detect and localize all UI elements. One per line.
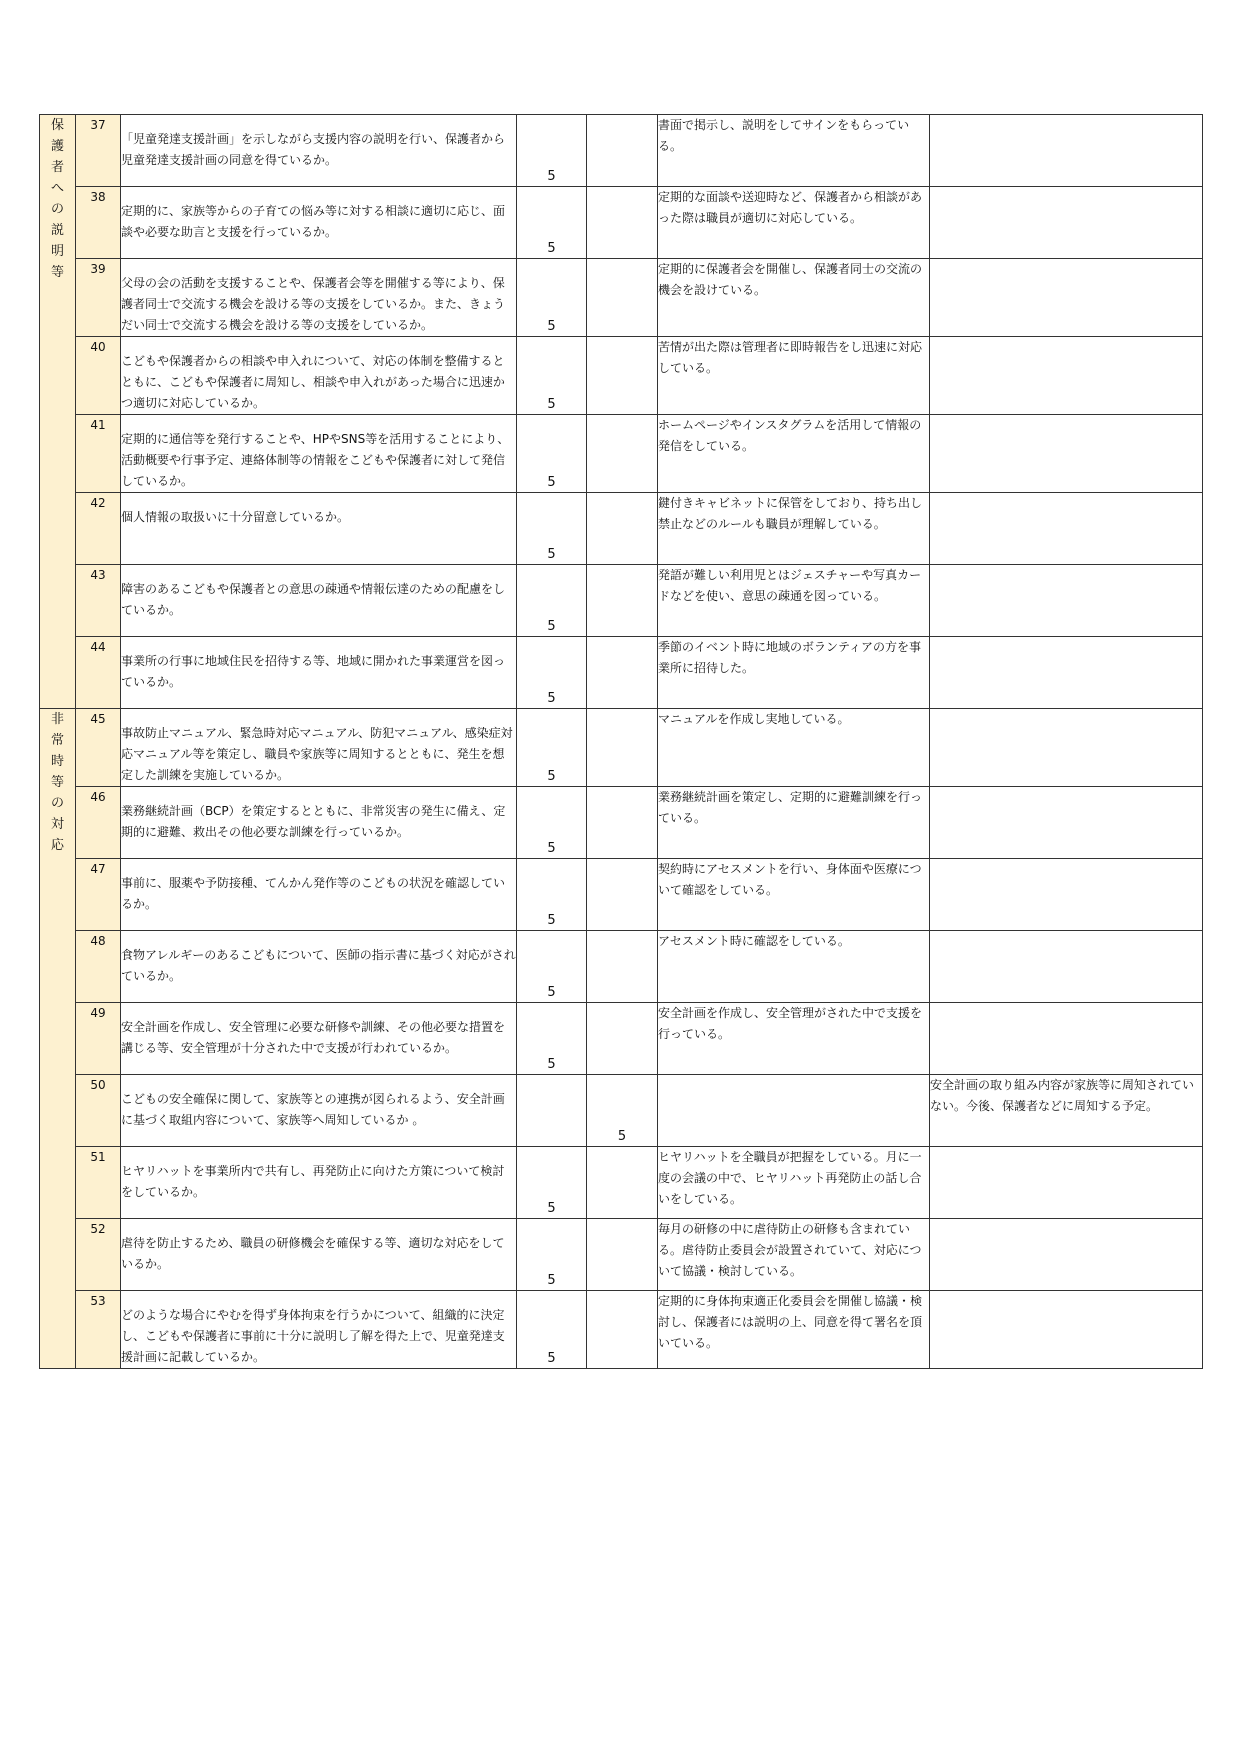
table-row xyxy=(40,1075,1203,1147)
yes-count-cell xyxy=(517,1003,587,1075)
comment-text: 季節のイベント時に地域のボランティアの方を事業所に招待した。 xyxy=(658,640,922,675)
question-text-cell xyxy=(121,259,517,337)
question-text-cell xyxy=(121,1291,517,1369)
question-text: 個人情報の取扱いに十分留意しているか。 xyxy=(121,510,350,524)
issue-text-cell xyxy=(930,1219,1203,1291)
comment-text: 鍵付きキャビネットに保管をしており、持ち出し禁止などのルールも職員が理解している。 xyxy=(658,496,923,531)
yes-count-cell xyxy=(517,859,587,931)
item-number: 37 xyxy=(76,115,121,187)
table-row xyxy=(40,565,1203,637)
no-count-cell xyxy=(587,1075,658,1147)
table-row xyxy=(40,415,1203,493)
issue-text-cell xyxy=(930,787,1203,859)
yes-count: 5 xyxy=(547,841,556,856)
yes-count: 5 xyxy=(547,1273,556,1288)
table-row xyxy=(40,1003,1203,1075)
item-number: 40 xyxy=(76,337,121,415)
yes-count: 5 xyxy=(547,769,556,784)
question-text-cell xyxy=(121,337,517,415)
issue-text-cell xyxy=(930,259,1203,337)
yes-count-cell xyxy=(517,1219,587,1291)
issue-text-cell xyxy=(930,859,1203,931)
item-number: 53 xyxy=(76,1291,121,1369)
yes-count-cell xyxy=(517,637,587,709)
yes-count: 5 xyxy=(547,619,556,634)
question-text: 事故防止マニュアル、緊急時対応マニュアル、防犯マニュアル、感染症対応マニュアル等を策定し、職員や家族等に周知するとともに、発生を想定した訓練を実施しているか。 xyxy=(121,726,513,782)
comment-text: 定期的に身体拘束適正化委員会を開催し協議・検討し、保護者には説明の上、同意を得て署名を頂いている。 xyxy=(658,1294,923,1350)
table-row xyxy=(40,709,1203,787)
yes-count-cell xyxy=(517,787,587,859)
question-text: 食物アレルギーのあるこどもについて、医師の指示書に基づく対応がされているか。 xyxy=(121,948,516,983)
comment-text: 安全計画を作成し、安全管理がされた中で支援を行っている。 xyxy=(658,1006,923,1041)
no-count-cell xyxy=(587,493,658,565)
item-number: 50 xyxy=(76,1075,121,1147)
question-text-cell xyxy=(121,931,517,1003)
question-text-cell xyxy=(121,787,517,859)
question-text: 虐待を防止するため、職員の研修機会を確保する等、適切な対応をしているか。 xyxy=(121,1236,505,1271)
yes-count-cell xyxy=(517,115,587,187)
item-number: 49 xyxy=(76,1003,121,1075)
yes-count: 5 xyxy=(547,241,556,256)
question-text: こどもの安全確保に関して、家族等との連携が図られるよう、安全計画に基づく取組内容について、家族等へ周知しているか 。 xyxy=(121,1092,505,1127)
issue-text-cell xyxy=(930,931,1203,1003)
question-text-cell xyxy=(121,1219,517,1291)
issue-text-cell xyxy=(930,493,1203,565)
comment-text-cell xyxy=(658,1147,930,1219)
item-number: 46 xyxy=(76,787,121,859)
comment-text: 発語が難しい利用児とはジェスチャーや写真カードなどを使い、意思の疎通を図っている。 xyxy=(658,568,922,603)
comment-text-cell xyxy=(658,1291,930,1369)
yes-count-cell xyxy=(517,709,587,787)
question-text: 安全計画を作成し、安全管理に必要な研修や訓練、その他必要な措置を講じる等、安全管理が十分された中で支援が行われているか。 xyxy=(121,1020,506,1055)
category-cell xyxy=(40,115,76,709)
table-row xyxy=(40,493,1203,565)
question-text: 定期的に通信等を発行することや、HPやSNS等を活用することにより、活動概要や行事予定、連絡体制等の情報をこどもや保護者に対して発信しているか。 xyxy=(121,432,510,488)
no-count-cell xyxy=(587,1003,658,1075)
yes-count: 5 xyxy=(547,475,556,490)
comment-text: 定期的に保護者会を開催し、保護者同士の交流の機会を設けている。 xyxy=(658,262,923,297)
no-count-cell xyxy=(587,787,658,859)
table-row xyxy=(40,637,1203,709)
question-text-cell xyxy=(121,637,517,709)
comment-text-cell xyxy=(658,337,930,415)
question-text: 「児童発達支援計画」を示しながら支援内容の説明を行い、保護者から児童発達支援計画の同意を得ているか。 xyxy=(121,132,506,167)
no-count-cell xyxy=(587,637,658,709)
table-row xyxy=(40,931,1203,1003)
table-row xyxy=(40,187,1203,259)
issue-text-cell xyxy=(930,709,1203,787)
comment-text-cell xyxy=(658,859,930,931)
yes-count: 5 xyxy=(547,319,556,334)
table-row xyxy=(40,337,1203,415)
yes-count: 5 xyxy=(547,913,556,928)
question-text: 障害のあるこどもや保護者との意思の疎通や情報伝達のための配慮をしているか。 xyxy=(121,582,506,617)
no-count-cell xyxy=(587,115,658,187)
comment-text: 定期的な面談や送迎時など、保護者から相談があった際は職員が適切に対応している。 xyxy=(658,190,923,225)
issue-text-cell xyxy=(930,1075,1203,1147)
item-number: 41 xyxy=(76,415,121,493)
yes-count-cell xyxy=(517,415,587,493)
comment-text: アセスメント時に確認をしている。 xyxy=(658,934,850,948)
comment-text-cell xyxy=(658,187,930,259)
question-text-cell xyxy=(121,1075,517,1147)
question-text: 業務継続計画（BCP）を策定するとともに、非常災害の発生に備え、定期的に避難、救出その他必要な訓練を行っているか。 xyxy=(121,804,506,839)
yes-count-cell xyxy=(517,931,587,1003)
no-count-cell xyxy=(587,415,658,493)
comment-text-cell xyxy=(658,1003,930,1075)
no-count-cell xyxy=(587,187,658,259)
question-text-cell xyxy=(121,1003,517,1075)
item-number: 48 xyxy=(76,931,121,1003)
table-row xyxy=(40,1219,1203,1291)
yes-count-cell xyxy=(517,1291,587,1369)
item-number: 42 xyxy=(76,493,121,565)
question-text: 定期的に、家族等からの子育ての悩み等に対する相談に適切に応じ、面談や必要な助言と支援を行っているか。 xyxy=(121,204,506,239)
yes-count: 5 xyxy=(547,985,556,1000)
comment-text-cell xyxy=(658,637,930,709)
item-number: 43 xyxy=(76,565,121,637)
question-text: こどもや保護者からの相談や申入れについて、対応の体制を整備するとともに、こどもや保護者に周知し、相談や申入れがあった場合に迅速かつ適切に対応しているか。 xyxy=(121,354,505,410)
yes-count: 5 xyxy=(547,1201,556,1216)
comment-text-cell xyxy=(658,565,930,637)
no-count-cell xyxy=(587,709,658,787)
yes-count: 5 xyxy=(547,397,556,412)
yes-count-cell xyxy=(517,187,587,259)
yes-count-cell xyxy=(517,1147,587,1219)
question-text: 父母の会の活動を支援することや、保護者会等を開催する等により、保護者同士で交流する機会を設ける等の支援をしているか。また、きょうだい同士で交流する機会を設ける等の支援をしているか。 xyxy=(121,276,506,332)
issue-text-cell xyxy=(930,565,1203,637)
yes-count-cell xyxy=(517,565,587,637)
comment-text-cell xyxy=(658,259,930,337)
yes-count-cell xyxy=(517,259,587,337)
comment-text-cell xyxy=(658,415,930,493)
question-text-cell xyxy=(121,565,517,637)
question-text: 事業所の行事に地域住民を招待する等、地域に開かれた事業運営を図っているか。 xyxy=(121,654,506,689)
question-text: どのような場合にやむを得ず身体拘束を行うかについて、組織的に決定し、こどもや保護者に事前に十分に説明し了解を得た上で、児童発達支援計画に記載しているか。 xyxy=(121,1308,505,1364)
comment-text-cell xyxy=(658,493,930,565)
no-count-cell xyxy=(587,259,658,337)
issue-text: 安全計画の取り組み内容が家族等に周知されていない。今後、保護者などに周知する予定。 xyxy=(930,1078,1195,1113)
question-text-cell xyxy=(121,859,517,931)
question-text-cell xyxy=(121,115,517,187)
comment-text-cell xyxy=(658,115,930,187)
yes-count: 5 xyxy=(547,1057,556,1072)
category-cell xyxy=(40,709,76,1369)
item-number: 52 xyxy=(76,1219,121,1291)
no-count-cell xyxy=(587,1291,658,1369)
comment-text-cell xyxy=(658,1075,930,1147)
no-count-cell xyxy=(587,859,658,931)
comment-text-cell xyxy=(658,1219,930,1291)
yes-count-cell xyxy=(517,493,587,565)
issue-text-cell xyxy=(930,415,1203,493)
question-text-cell xyxy=(121,415,517,493)
no-count: 5 xyxy=(617,1129,627,1144)
comment-text: ホームページやインスタグラムを活用して情報の発信をしている。 xyxy=(658,418,922,453)
item-number: 45 xyxy=(76,709,121,787)
issue-text-cell xyxy=(930,337,1203,415)
table-body xyxy=(40,115,1203,1369)
comment-text: 業務継続計画を策定し、定期的に避難訓練を行っている。 xyxy=(658,790,923,825)
comment-text: 毎月の研修の中に虐待防止の研修も含まれている。虐待防止委員会が設置されていて、対応について協議・検討している。 xyxy=(658,1222,922,1278)
no-count-cell xyxy=(587,1147,658,1219)
item-number: 38 xyxy=(76,187,121,259)
table-row xyxy=(40,115,1203,187)
question-text-cell xyxy=(121,187,517,259)
question-text-cell xyxy=(121,493,517,565)
no-count-cell xyxy=(587,1219,658,1291)
item-number: 47 xyxy=(76,859,121,931)
yes-count: 5 xyxy=(547,691,556,706)
yes-count: 5 xyxy=(547,547,556,562)
category-label: 非常時等の対応 xyxy=(50,712,64,853)
yes-count: 5 xyxy=(547,169,556,184)
issue-text-cell xyxy=(930,115,1203,187)
no-count-cell xyxy=(587,931,658,1003)
table-row xyxy=(40,859,1203,931)
yes-count-cell xyxy=(517,337,587,415)
comment-text: 契約時にアセスメントを行い、身体面や医療について確認をしている。 xyxy=(658,862,922,897)
table-row xyxy=(40,787,1203,859)
no-count-cell xyxy=(587,565,658,637)
issue-text-cell xyxy=(930,1291,1203,1369)
issue-text-cell xyxy=(930,1147,1203,1219)
comment-text: マニュアルを作成し実地している。 xyxy=(658,712,850,726)
comment-text: 苦情が出た際は管理者に即時報告をし迅速に対応している。 xyxy=(658,340,923,375)
comment-text-cell xyxy=(658,709,930,787)
table-row xyxy=(40,1291,1203,1369)
yes-count-cell xyxy=(517,1075,587,1147)
question-text-cell xyxy=(121,709,517,787)
question-text: ヒヤリハットを事業所内で共有し、再発防止に向けた方策について検討をしているか。 xyxy=(121,1164,505,1199)
item-number: 39 xyxy=(76,259,121,337)
issue-text-cell xyxy=(930,637,1203,709)
question-text-cell xyxy=(121,1147,517,1219)
category-label: 保護者への説明等 xyxy=(50,118,64,280)
item-number: 51 xyxy=(76,1147,121,1219)
evaluation-table xyxy=(39,114,1203,1369)
issue-text-cell xyxy=(930,1003,1203,1075)
question-text: 事前に、服薬や予防接種、てんかん発作等のこどもの状況を確認しているか。 xyxy=(121,876,506,911)
comment-text-cell xyxy=(658,931,930,1003)
table-row xyxy=(40,1147,1203,1219)
comment-text: 書面で掲示し、説明をしてサインをもらっている。 xyxy=(658,118,910,153)
issue-text-cell xyxy=(930,187,1203,259)
item-number: 44 xyxy=(76,637,121,709)
comment-text: ヒヤリハットを全職員が把握をしている。月に一度の会議の中で、ヒヤリハット再発防止の話し合いをしている。 xyxy=(658,1150,922,1206)
comment-text-cell xyxy=(658,787,930,859)
table-row xyxy=(40,259,1203,337)
no-count-cell xyxy=(587,337,658,415)
yes-count: 5 xyxy=(547,1351,556,1366)
